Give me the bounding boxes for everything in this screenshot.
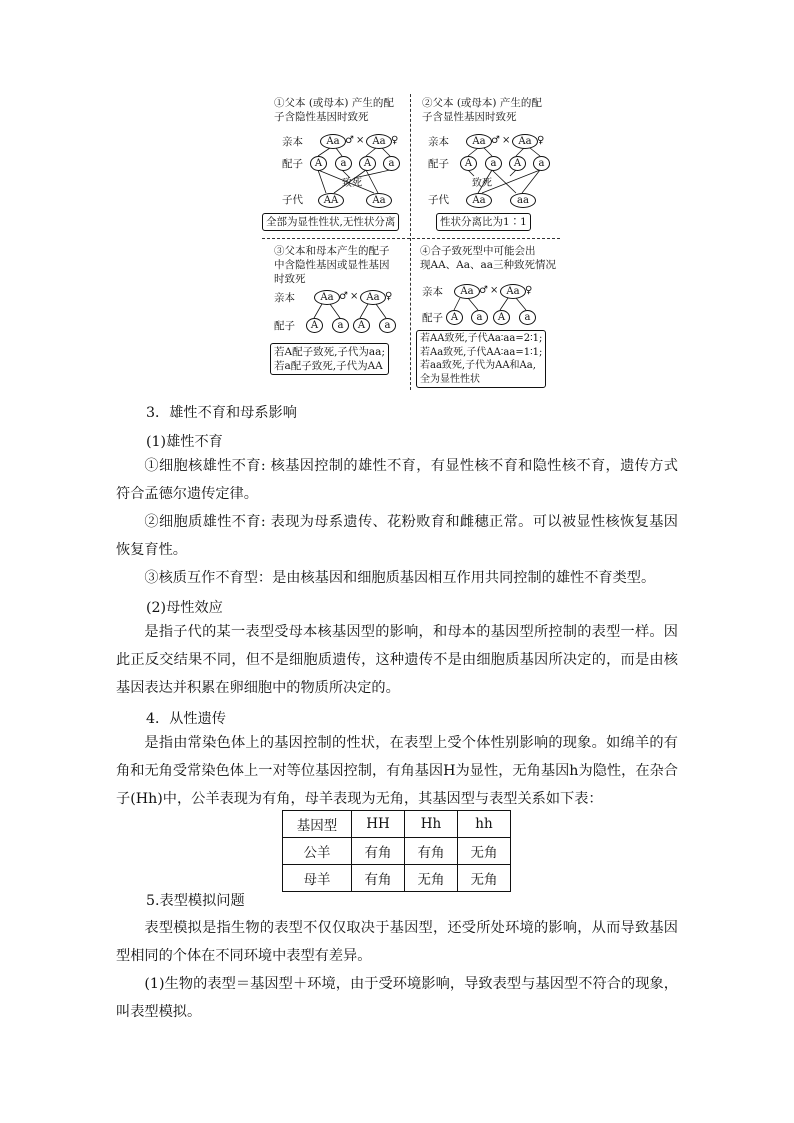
cell-1-lethal-label: 致死 <box>342 178 362 189</box>
cell-2-gamete: A <box>509 156 526 171</box>
cell-1-caption-text: ①父本 (或母本) 产生的配 子含隐性基因时致死 <box>274 97 394 123</box>
table-cell: 无角 <box>458 838 511 865</box>
section-3-paragraph-2: ②细胞质雄性不育: 表现为母系遗传、花粉败育和雌穗正常。可以被显性核恢复基因恢复育性。 <box>116 514 678 558</box>
table-row <box>283 838 511 865</box>
section-4-heading: 4．从性遗传 <box>146 711 226 727</box>
cell-2-parent-male: Aa <box>466 134 492 149</box>
cell-2-lethal-label: 致死 <box>472 178 492 189</box>
section-3-sub-1: (1)雄性不育 <box>146 434 223 450</box>
cell-3-gamete: a <box>332 318 349 333</box>
table-cell: 有角 <box>352 838 405 865</box>
section-5-paragraph-1: 表型模拟是指生物的表型不仅仅取决于基因型，还受所处环境的影响，从而导致基因型相同的个体在不同环境中表型有差异。 <box>116 920 678 964</box>
female-symbol-icon: ♀ <box>537 135 545 146</box>
cell-3-parent-male: Aa <box>314 290 340 305</box>
cell-2-gamete: a <box>533 156 550 171</box>
cell-3-parent-label: 亲本 <box>274 292 295 304</box>
section-5-paragraph-2: (1)生物的表型＝基因型＋环境，由于受环境影响，导致表型与基因型不符合的现象，叫表型模拟。 <box>116 976 678 1020</box>
section-3-paragraph-3: ③核质互作不育型：是由核基因和细胞质基因相互作用共同控制的雄性不育类型。 <box>144 570 656 586</box>
cell-2-offspring: aa <box>510 193 536 208</box>
cell-4-gamete-label: 配子 <box>422 312 443 324</box>
cross-symbol: × <box>350 291 359 302</box>
cell-4-parent-male: Aa <box>454 284 480 299</box>
cell-4-caption <box>420 244 556 272</box>
cell-4-parent-female: Aa <box>500 284 526 299</box>
cell-4-gamete: A <box>493 310 510 325</box>
male-symbol-icon: ♂ <box>345 135 354 146</box>
cell-2-gamete: a <box>485 156 502 171</box>
table-cell: 公羊 <box>283 838 352 865</box>
section-4-paragraph-1: 是指由常染色体上的基因控制的性状，在表型上受个体性别影响的现象。如绵羊的有角和无角受常染色体上一对等位基因控制，有角基因H为显性，无角基因h为隐性，在杂合子(Hh)中，公羊表现为有角，母羊表现为无角，其基因型与表型关系如下表： <box>116 735 678 807</box>
cross-symbol: × <box>356 135 365 146</box>
cell-1-gamete: a <box>383 156 400 171</box>
female-symbol-icon: ♀ <box>385 291 393 302</box>
cell-1-gamete-label: 配子 <box>282 158 303 170</box>
section-3-paragraph-4: 是指子代的某一表型受母本核基因型的影响，和母本的基因型所控制的表型一样。因此正反交结果不同，但不是细胞质遗传，这种遗传不是由细胞质基因所决定的，而是由核基因表达并积累在卵细胞中的物质所决定的。 <box>116 624 678 696</box>
table-header-row <box>283 811 511 838</box>
table-cell: 有角 <box>405 838 458 865</box>
male-symbol-icon: ♂ <box>491 135 500 146</box>
cell-3-gamete: A <box>306 318 323 333</box>
cell-3-result-box: 若A配子致死,子代为aa; 若a配子致死,子代为AA <box>270 343 389 375</box>
table-row <box>283 865 511 892</box>
table-cell: 母羊 <box>283 865 352 892</box>
cell-3-caption <box>274 244 390 286</box>
cell-2-caption-text: ②父本 (或母本) 产生的配 子含显性基因时致死 <box>422 97 542 123</box>
table-cell: 无角 <box>405 865 458 892</box>
male-symbol-icon: ♂ <box>479 285 488 296</box>
cell-2-result-box: 性状分离比为1∶1 <box>436 213 531 231</box>
cross-symbol: × <box>490 285 499 296</box>
cell-4-caption-text: ④合子致死型中可能会出 现AA、Aa、aa三种致死情况 <box>420 245 557 271</box>
cell-1-caption <box>274 96 394 124</box>
section-3-sub-2: (2)母性效应 <box>146 600 223 616</box>
cell-3-gamete: A <box>353 318 370 333</box>
cell-4-gamete: a <box>471 310 488 325</box>
table-header-cell: 基因型 <box>283 811 352 838</box>
cell-4-parent-label: 亲本 <box>422 286 443 298</box>
cell-2-gamete-label: 配子 <box>428 158 449 170</box>
cell-2-caption <box>422 96 542 124</box>
cell-2-parent-female: Aa <box>512 134 538 149</box>
cell-1-parent-label: 亲本 <box>282 136 303 148</box>
section-3-paragraph-1: ①细胞核雄性不育: 核基因控制的雄性不育，有显性核不育和隐性核不育，遗传方式符合孟德尔遗传定律。 <box>116 458 678 502</box>
cell-3-caption-text: ③父本和母本产生的配子 中含隐性基因或显性基因 时致死 <box>274 245 390 285</box>
table-cell: 无角 <box>458 865 511 892</box>
cell-1-gamete: A <box>359 156 376 171</box>
cell-4-result-box: 若AA致死,子代Aa∶aa=2∶1; 若Aa致死,子代AA∶aa=1∶1; 若aa致死,子代为AA和Aa, 全为显性性状 <box>416 330 546 388</box>
cell-2-parent-label: 亲本 <box>428 136 449 148</box>
cell-1-gamete: A <box>310 156 327 171</box>
table-header-cell: HH <box>352 811 405 838</box>
cell-1-result-box: 全部为显性性状,无性状分离 <box>262 213 399 231</box>
cell-3-gamete-label: 配子 <box>274 320 295 332</box>
female-symbol-icon: ♀ <box>391 135 399 146</box>
cell-1-offspring-label: 子代 <box>282 194 303 206</box>
cell-1-parent-female: Aa <box>366 134 392 149</box>
cross-symbol: × <box>502 135 511 146</box>
section-3-heading: 3．雄性不育和母系影响 <box>146 405 297 421</box>
table-cell: 有角 <box>352 865 405 892</box>
section-5-heading: 5.表型模拟问题 <box>146 893 245 909</box>
cell-2-offspring: Aa <box>466 193 492 208</box>
table-header-cell: Hh <box>405 811 458 838</box>
cell-1-offspring: Aa <box>366 193 392 208</box>
cell-3-gamete: a <box>379 318 396 333</box>
cell-2-offspring-label: 子代 <box>428 194 449 206</box>
cell-2-gamete: A <box>460 156 477 171</box>
cell-1-offspring: AA <box>318 193 344 208</box>
female-symbol-icon: ♀ <box>525 285 533 296</box>
cell-4-gamete: A <box>446 310 463 325</box>
lethal-types-diagram <box>260 92 562 392</box>
cell-1-parent-male: Aa <box>320 134 346 149</box>
cell-1-gamete: a <box>335 156 352 171</box>
cell-4-gamete: a <box>519 310 536 325</box>
male-symbol-icon: ♂ <box>339 291 348 302</box>
table-header-cell: hh <box>458 811 511 838</box>
cell-3-parent-female: Aa <box>360 290 386 305</box>
genotype-table <box>282 810 511 892</box>
